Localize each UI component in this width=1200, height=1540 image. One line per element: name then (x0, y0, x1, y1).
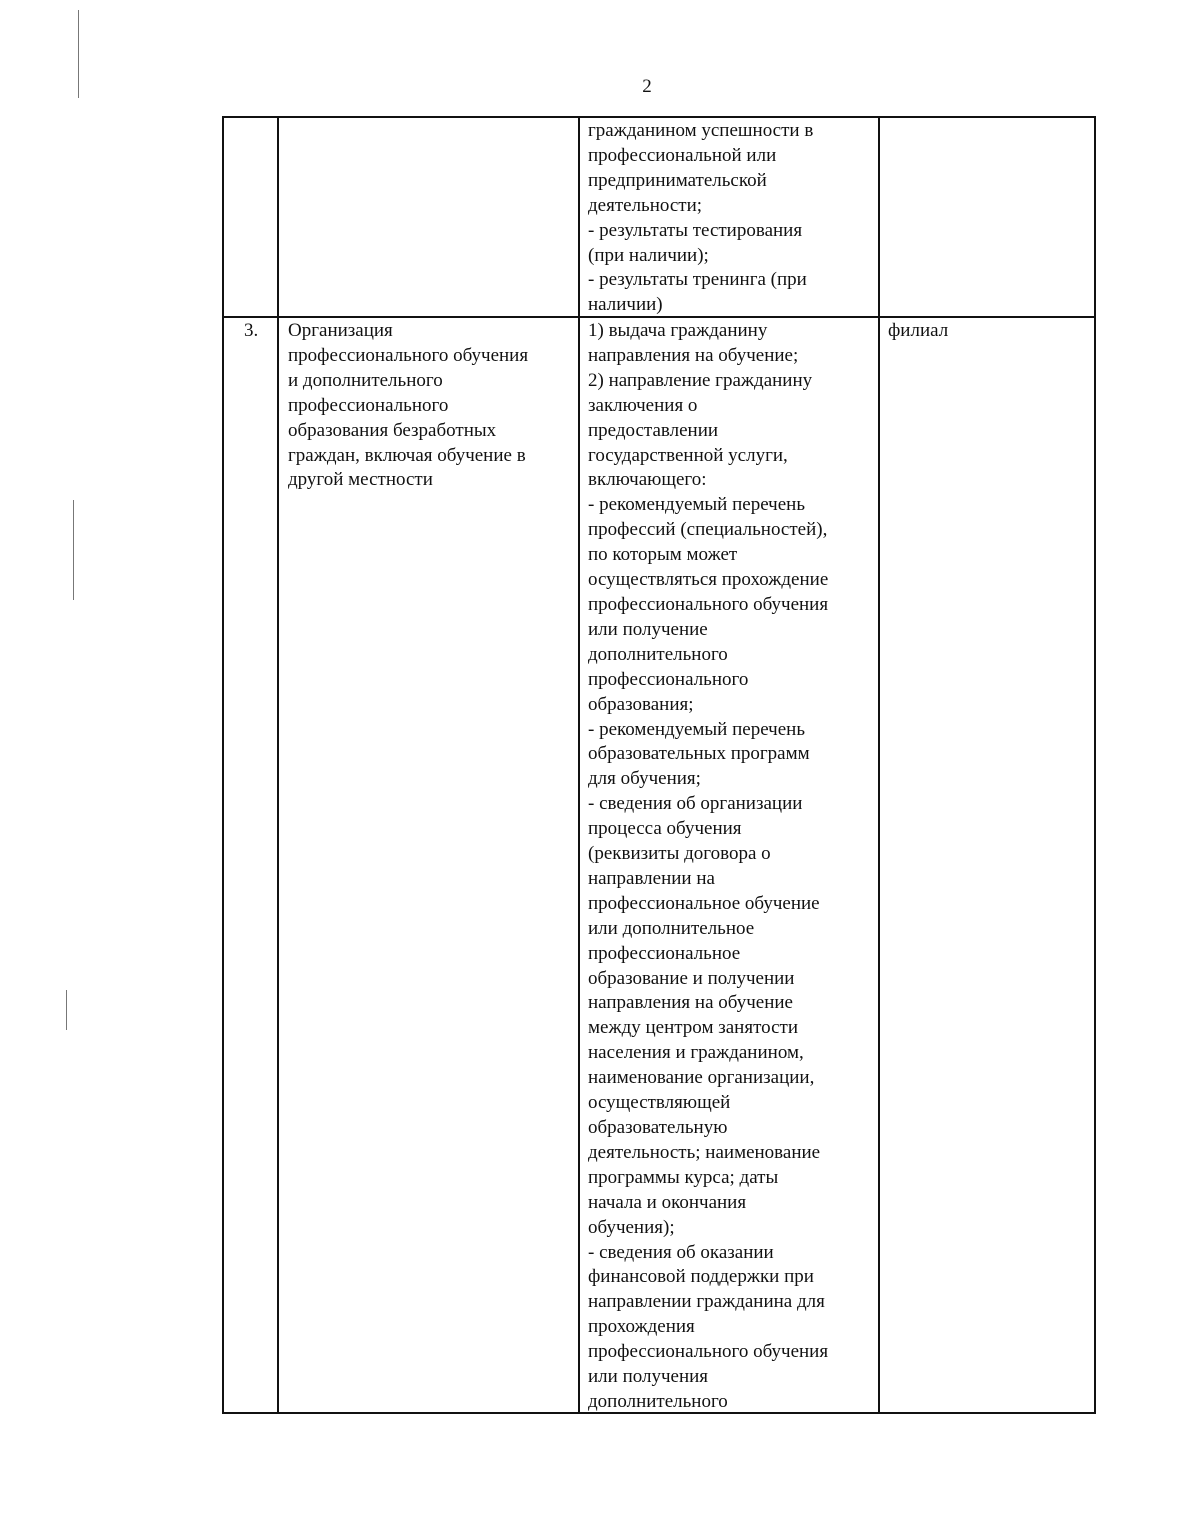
result-line: направлении на (588, 867, 715, 889)
result-line: образования; (588, 693, 694, 715)
scan-artifact (73, 500, 74, 600)
result-line: предоставлении (588, 419, 719, 441)
result-line: профессиональное (588, 942, 741, 964)
result-line: включающего: (588, 469, 707, 491)
result-line: профессионального обучения (588, 1341, 829, 1363)
result-line: или дополнительное (588, 917, 755, 939)
result-line: 1) выдача гражданину (588, 320, 768, 341)
result-line: 2) направление гражданину (588, 369, 813, 391)
result-line: дополнительного (588, 643, 728, 665)
name-line: другой местности (288, 469, 433, 491)
result-line: обучения); (588, 1216, 675, 1238)
result-line: направления на обучение (588, 992, 793, 1014)
row-2-executor: филиал (888, 320, 949, 341)
result-line: профессиональной или (588, 144, 777, 166)
result-line: осуществляющей (588, 1092, 731, 1114)
result-line: наличии) (588, 294, 663, 316)
name-line: и дополнительного (288, 369, 443, 391)
name-line: Организация (288, 320, 393, 341)
result-line: населения и гражданином, (588, 1042, 804, 1064)
name-line: образования безработных (288, 419, 497, 441)
result-line: государственной услуги, (588, 444, 788, 466)
result-line: деятельности; (588, 194, 703, 216)
result-line: - рекомендуемый перечень (588, 494, 805, 516)
name-line: профессионального (288, 394, 449, 416)
result-line: направлении гражданина для (588, 1291, 825, 1313)
result-line: профессионального обучения (588, 593, 829, 615)
result-line: для обучения; (588, 768, 701, 790)
column-divider (578, 118, 580, 1412)
scan-artifact (78, 10, 79, 98)
result-line: - сведения об организации (588, 793, 803, 815)
result-line: между центром занятости (588, 1017, 798, 1039)
result-line: или получение (588, 618, 708, 640)
row-1-result (588, 119, 880, 318)
result-line: осуществляться прохождение (588, 569, 829, 591)
result-line: направления на обучение; (588, 344, 799, 366)
services-table (222, 116, 1096, 1414)
result-line: по которым может (588, 544, 738, 566)
result-line: программы курса; даты (588, 1166, 779, 1188)
result-line: финансовой поддержки при (588, 1266, 814, 1288)
result-line: гражданином успешности в (588, 120, 814, 141)
column-divider (277, 118, 279, 1412)
row-2-service-name (288, 319, 572, 493)
result-line: - результаты тренинга (при (588, 269, 807, 291)
result-line: образовательную (588, 1117, 728, 1138)
name-line: граждан, включая обучение в (288, 444, 526, 466)
page-number: 2 (642, 76, 652, 97)
result-line: - рекомендуемый перечень (588, 718, 805, 740)
result-line: процесса обучения (588, 818, 742, 840)
result-line: профессионального (588, 668, 749, 690)
result-line: (при наличии); (588, 244, 709, 266)
result-line: образовательных программ (588, 743, 810, 765)
result-line: образование и получении (588, 967, 795, 989)
name-line: профессионального обучения (288, 344, 529, 366)
result-line: наименование организации, (588, 1067, 815, 1089)
scan-artifact (66, 990, 67, 1030)
result-line: дополнительного (588, 1390, 728, 1412)
result-line: предпринимательской (588, 169, 767, 191)
result-line: - результаты тестирования (588, 219, 803, 241)
result-line: начала и окончания (588, 1191, 747, 1213)
result-line: деятельность; наименование (588, 1141, 821, 1163)
row-2-result (588, 319, 880, 1415)
result-line: заключения о (588, 394, 698, 416)
result-line: (реквизиты договора о (588, 843, 771, 865)
result-line: или получения (588, 1366, 709, 1388)
row-2-number: 3. (244, 320, 259, 341)
result-line: профессиональное обучение (588, 892, 820, 914)
result-line: прохождения (588, 1316, 695, 1338)
result-line: профессий (специальностей), (588, 519, 828, 541)
result-line: - сведения об оказании (588, 1241, 774, 1263)
